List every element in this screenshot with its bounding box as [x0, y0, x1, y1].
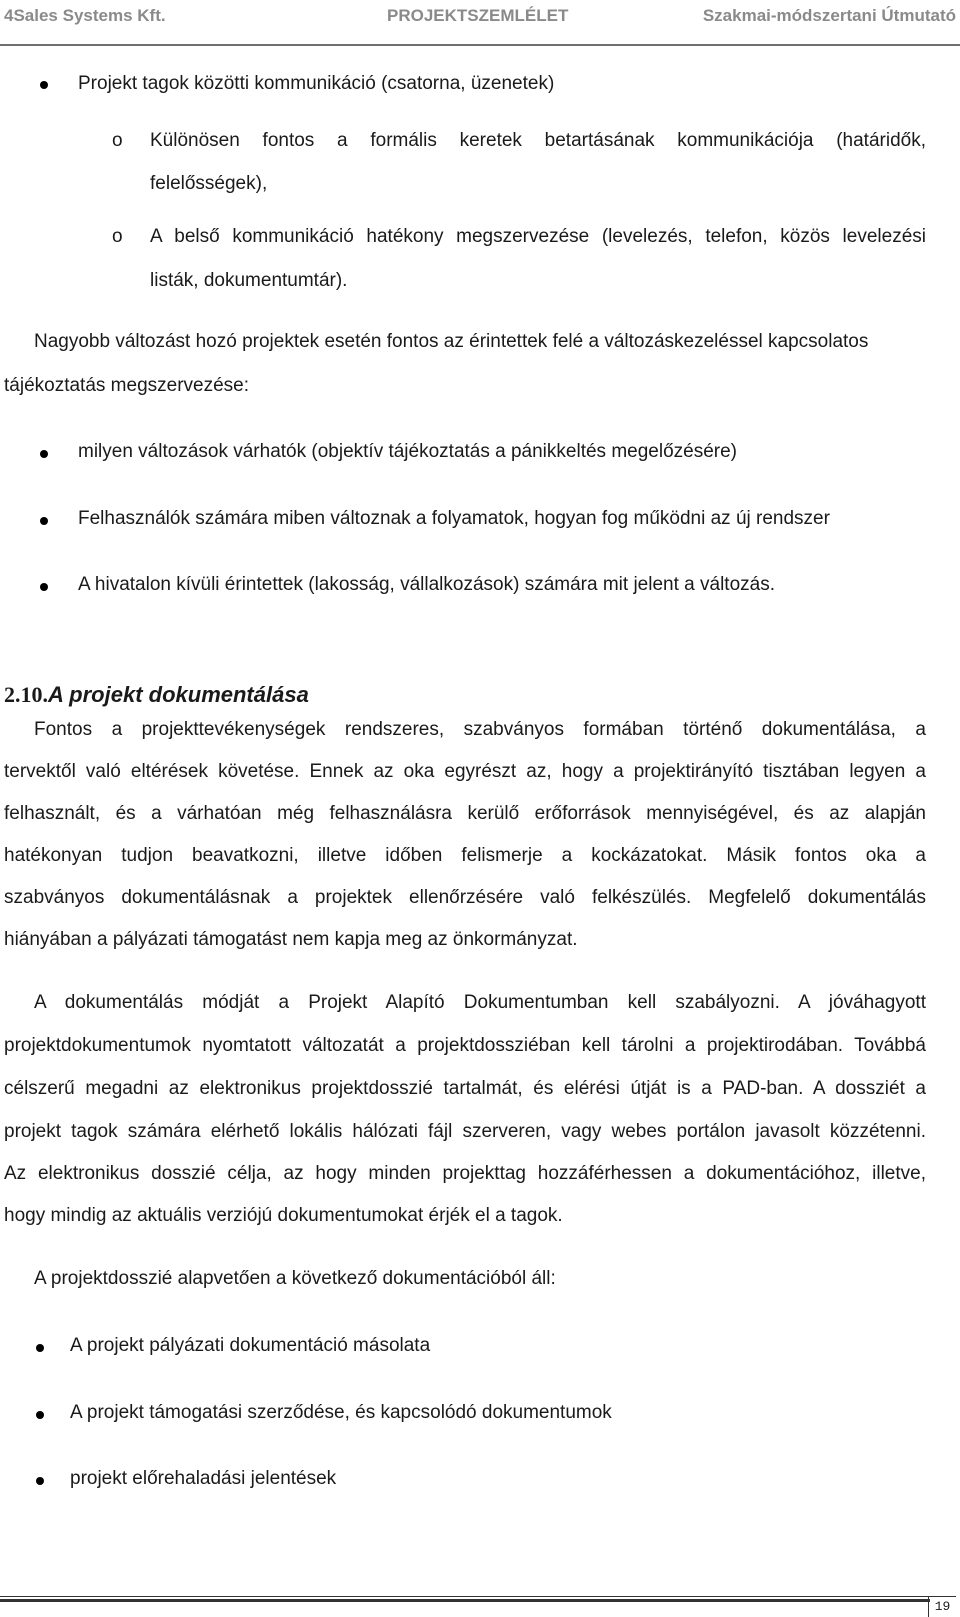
- footer-rule-thick: [0, 1599, 930, 1602]
- bullet-icon: [40, 583, 48, 591]
- bullet-icon: [40, 81, 48, 89]
- section-title: A projekt dokumentálása: [48, 682, 309, 707]
- bullet-icon: [40, 450, 48, 458]
- bullet-item: A projekt pályázati dokumentáció másolata: [70, 1335, 431, 1356]
- header-company: 4Sales Systems Kft.: [4, 6, 166, 25]
- bullet-item: milyen változások várhatók (objektív tájékoztatás a pánikkeltés megelőzésére): [78, 441, 737, 462]
- sub-bullet-item-cont: listák, dokumentumtár).: [150, 270, 348, 291]
- paragraph-line: projekt tagok számára elérhető lokális hálózati fájl szerveren, vagy webes portálon javasolt közzétenni.: [4, 1121, 926, 1142]
- sub-bullet-item: A belső kommunikáció hatékony megszervezése (levelezés, telefon, közös levelezési: [150, 226, 926, 247]
- paragraph-line: tervektől való eltérések követése. Ennek az oka egyrészt az, hogy a projektirányító tisztában legyen a: [4, 761, 926, 782]
- paragraph-line: hiányában a pályázati támogatást nem kapja meg az önkormányzat.: [4, 929, 578, 950]
- sub-bullet-item-cont: felelősségek),: [150, 173, 268, 194]
- bullet-item: A hivatalon kívüli érintettek (lakosság, vállalkozások) számára mit jelent a változás.: [78, 574, 775, 595]
- paragraph-line: Fontos a projekttevékenységek rendszeres, szabványos formában történő dokumentálása, a: [34, 719, 926, 740]
- paragraph-line: tájékoztatás megszervezése:: [4, 375, 250, 396]
- bullet-icon: [40, 517, 48, 525]
- paragraph-line: A projektdosszié alapvetően a következő dokumentációból áll:: [34, 1268, 556, 1289]
- bullet-item: Projekt tagok közötti kommunikáció (csatorna, üzenetek): [78, 73, 555, 94]
- section-heading: [4, 682, 309, 708]
- bullet-item: A projekt támogatási szerződése, és kapcsolódó dokumentumok: [70, 1402, 612, 1423]
- bullet-icon: [36, 1477, 44, 1485]
- paragraph-line: hatékonyan tudjon beavatkozni, illetve időben felismerje a kockázatokat. Másik fontos oka a: [4, 845, 926, 866]
- page-number: 19: [928, 1596, 956, 1617]
- header-guide: Szakmai-módszertani Útmutató: [702, 6, 956, 25]
- header-title: PROJEKTSZEMLÉLET: [387, 6, 569, 25]
- paragraph-line: szabványos dokumentálásnak a projektek ellenőrzésére való felkészülés. Megfelelő dokumentálás: [4, 887, 926, 908]
- section-number: 2.10.: [4, 682, 48, 707]
- bullet-item: Felhasználók számára miben változnak a folyamatok, hogyan fog működni az új rendszer: [78, 508, 830, 529]
- paragraph-line: A dokumentálás módját a Projekt Alapító Dokumentumban kell szabályozni. A jóváhagyott: [34, 992, 926, 1013]
- bullet-item: projekt előrehaladási jelentések: [70, 1468, 337, 1489]
- sub-bullet-item: Különösen fontos a formális keretek betartásának kommunikációja (határidők,: [150, 130, 926, 151]
- paragraph-line: projektdokumentumok nyomtatott változatát a projektdossziéban kell tárolni a projektirodában. Továbbá: [4, 1035, 926, 1056]
- bullet-icon: [36, 1344, 44, 1352]
- sub-bullet-icon: o: [112, 226, 123, 247]
- paragraph-line: Nagyobb változást hozó projektek esetén fontos az érintettek felé a változáskezeléssel kapcsolatos: [34, 331, 869, 352]
- paragraph-line: Az elektronikus dosszié célja, az hogy minden projekttag hozzáférhessen a dokumentációhoz, illetve,: [4, 1163, 926, 1184]
- paragraph-line: felhasznált, és a várhatóan még felhasználásra kerülő erőforrások mennyiségével, és az alapján: [4, 803, 926, 824]
- paragraph-line: hogy mindig az aktuális verziójú dokumentumokat érjék el a tagok.: [4, 1205, 563, 1226]
- page-header: [0, 0, 960, 46]
- footer-rule: [0, 1596, 930, 1597]
- sub-bullet-icon: o: [112, 130, 123, 151]
- bullet-icon: [36, 1411, 44, 1419]
- paragraph-line: célszerű megadni az elektronikus projektdosszié tartalmát, és elérési útját is a PAD-ban. A dossziét a: [4, 1078, 926, 1099]
